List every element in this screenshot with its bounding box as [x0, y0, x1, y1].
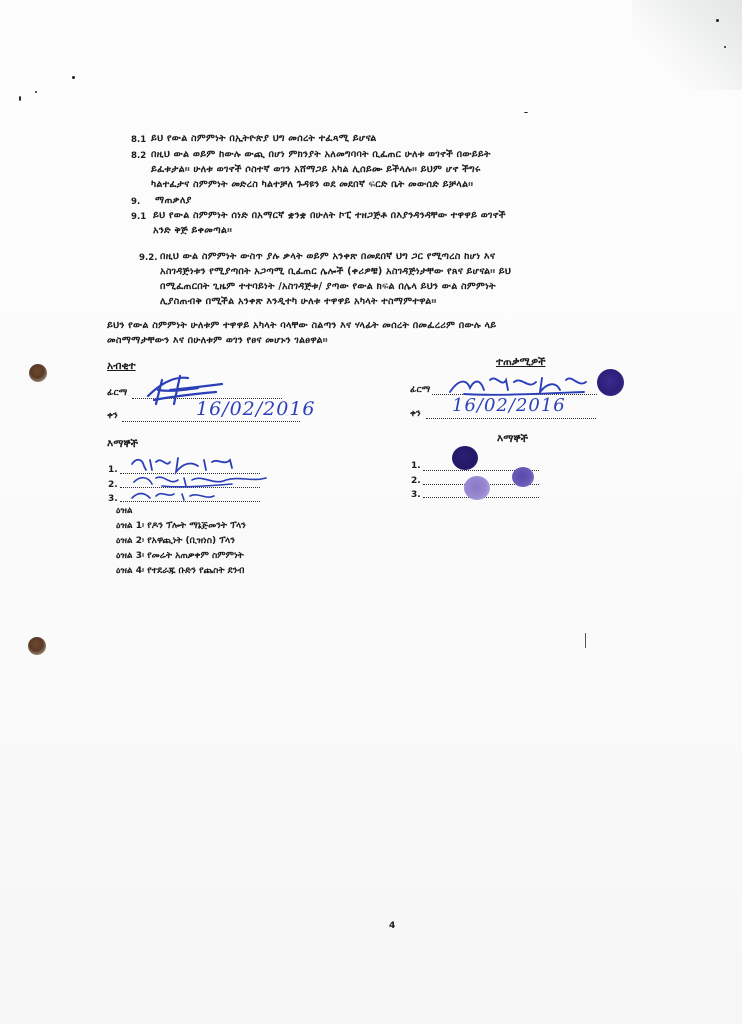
right-witness-number: 2.	[411, 476, 421, 486]
clause-8-2-line-3: ካልተፈታና ስምምነት መድረስ ካልተቻለ ጉዳዩን ወደ መደበኛ ፍርድ ቤት መውሰድ ይቻላል፡፡	[151, 179, 474, 190]
attachment-item-1: ዕዝል 1፡ የዶን ፕሎት ማኔጅመንት ፕላን	[116, 521, 246, 531]
clause-9-2-line-1: በዚህ ውል ስምምነት ውስጥ ያሉ ቃላት ወይም አንቀጽ በመደበኛ ህግ ጋር የሚጣረስ ከሆነ እና	[160, 251, 496, 262]
attachment-item-3: ዕዝል 3፡ የመሬት አጠቃቀም ስምምነት	[116, 551, 244, 561]
clause-8-2-line-1: በዚህ ውል ወይም ከውሉ ውጪ በሆነ ምክንያት አለመግባባት ቢፈጠር ሁለቱ ወገኖች በውይይት	[151, 149, 491, 160]
right-ink-seal	[597, 369, 624, 396]
speck	[724, 46, 726, 48]
right-witness-number: 1.	[411, 461, 421, 471]
pen-mark	[585, 633, 586, 648]
left-date-line	[122, 421, 300, 422]
clause-8-2-line-2: ይፈቱታል፡፡ ሁለቱ ወገኖች ሶስተኛ ወገን አሸማጋይ አካል ሊሰይሙ ይችላሉ፡፡ ይህም ሆኖ ችግሩ	[151, 164, 481, 175]
punch-hole	[29, 364, 47, 382]
speck	[19, 96, 21, 101]
attachment-item-4: ዕዝል 4፡ የተደራጁ ቡድን የጨስት ደንብ	[116, 566, 245, 576]
witness-ink-seal	[464, 476, 490, 500]
left-date-value: 16/02/2016	[196, 398, 316, 420]
witness-ink-seal	[452, 446, 478, 470]
right-party-title: ተጠቃሚዎች	[496, 356, 546, 368]
closing-line-2: መስማማታቸውን እና በሁለቱም ወገን የፀና መሆኑን ገልፀዋል፡፡	[107, 335, 328, 346]
punch-hole	[28, 637, 46, 655]
right-witnesses-title: እማኞች	[497, 433, 529, 445]
page-number: 4	[389, 921, 396, 931]
speck	[72, 76, 75, 79]
attachment-item-2: ዕዝል 2፡ የአዋጪነት (ቢዝነስ) ፕላን	[116, 536, 235, 546]
right-date-line	[426, 418, 596, 419]
clause-9-1-line-1: ይህ የውል ስምምነት ሰነድ በአማርኛ ቋንቋ በሁለት ኮፒ ተዘጋጅቶ በእያንዳንዳቸው ተዋዋይ ወገኖች	[153, 210, 506, 221]
right-signature-label: ፊርማ	[410, 385, 431, 395]
left-witnesses-title: እማኞች	[107, 438, 139, 450]
left-witness-number: 3.	[108, 494, 118, 504]
right-witness-number: 3.	[411, 490, 421, 500]
right-date-label: ቀን	[410, 409, 421, 419]
clause-8-1-text: ይህ የውል ስምምነት በኢትዮጵያ ህግ መሰረት ተፈጻሚ ይሆናል	[151, 133, 377, 144]
left-witness-number: 2.	[108, 480, 118, 490]
left-witness-signatures	[122, 452, 282, 504]
attachments-title: ዕዝል	[116, 506, 133, 516]
clause-9-2-line-3: በሚፈጠርበት ጊዜም ተተባይነት /አስገዳጅቱ/ ያጣው የውል ክፍል በሌላ ይህን ውል ስምምነት	[160, 281, 496, 292]
clause-9-1-line-2: አንድ ቅጅ ይቀመጣል፡፡	[153, 225, 233, 236]
clause-9-2-line-4: ሊያስጠብቅ በሚችል አንቀጽ እንዲተካ ሁለቱ ተዋዋይ አካላት ተስማምተዋል፡፡	[160, 296, 437, 307]
speck	[35, 91, 37, 93]
clause-9-2-line-2: አስገዳጅነቱን የሚያጣበት አጋጣሚ ቢፈጠር ሌሎች (ቀሪዎቹ) አስገዳጅነታቸው የጸና ይሆናል፡፡ ይህ	[160, 266, 512, 277]
section-number: 9.	[131, 197, 141, 207]
section-9-title: ማጠቃለያ	[155, 195, 192, 206]
witness-ink-seal	[512, 467, 534, 487]
left-date-label: ቀን	[107, 411, 118, 421]
left-signature-label: ፊርማ	[107, 388, 128, 398]
left-witness-number: 1.	[108, 465, 118, 475]
speck	[524, 112, 528, 113]
right-date-value: 16/02/2016	[452, 395, 566, 416]
clause-number: 9.1	[131, 212, 147, 222]
closing-line-1: ይህን የውል ስምምነት ሁለቱም ተዋዋይ አካላት ባላቸው ስልጣን እና ሃላፊት መሰረት በመፈረሪም በውሉ ላይ	[107, 320, 497, 331]
clause-number: 8.1	[131, 135, 147, 145]
clause-number: 9.2.	[139, 253, 158, 263]
left-party-title: አብቂተ	[107, 360, 136, 372]
speck	[716, 19, 719, 22]
clause-number: 8.2	[131, 151, 147, 161]
page-corner-shadow	[632, 0, 742, 90]
